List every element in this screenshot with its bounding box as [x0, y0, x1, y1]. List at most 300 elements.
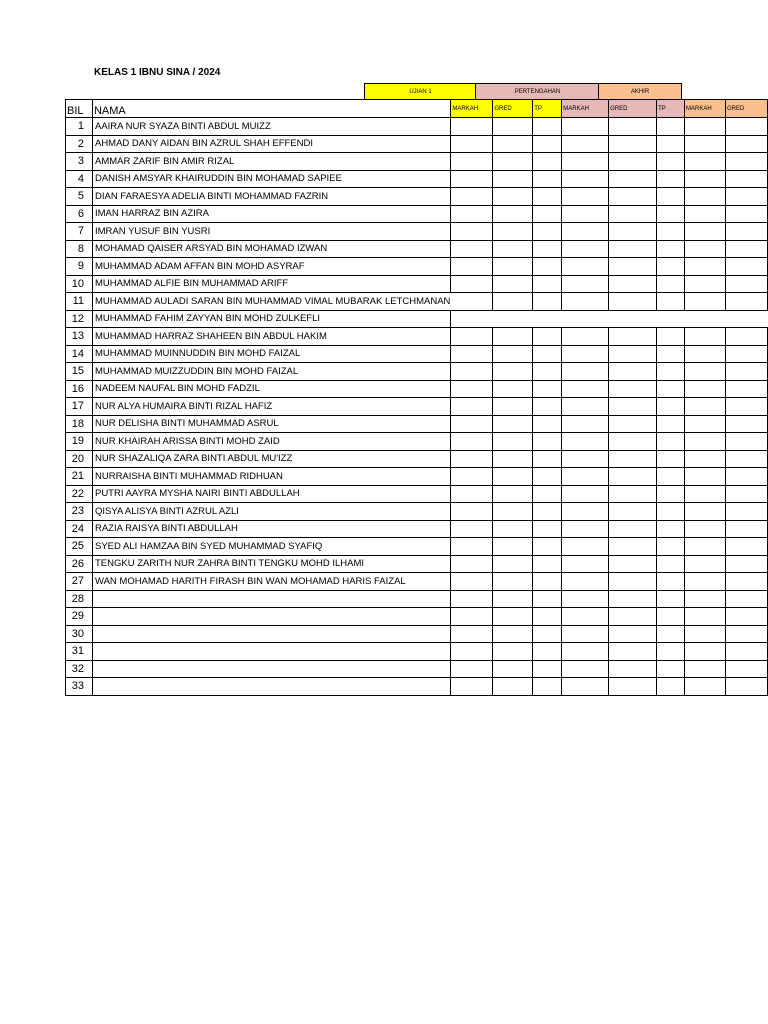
- pertengahan-tp-cell[interactable]: [657, 503, 685, 521]
- pertengahan-tp-cell[interactable]: [657, 520, 685, 538]
- pertengahan-markah-cell[interactable]: [562, 625, 609, 643]
- pertengahan-markah-cell[interactable]: [562, 153, 609, 171]
- bil-cell[interactable]: 13: [66, 328, 93, 346]
- ujian1-markah-cell[interactable]: [451, 660, 493, 678]
- ujian1-tp-cell[interactable]: [533, 188, 562, 206]
- nama-cell[interactable]: [92, 188, 450, 206]
- ujian1-markah-cell[interactable]: [451, 345, 493, 363]
- pertengahan-gred-cell[interactable]: [609, 258, 657, 276]
- pertengahan-tp-cell[interactable]: [657, 555, 685, 573]
- pertengahan-gred-cell[interactable]: [609, 398, 657, 416]
- pertengahan-tp-cell[interactable]: [657, 135, 685, 153]
- nama-cell[interactable]: [92, 170, 450, 188]
- akhir-markah-cell[interactable]: [685, 135, 726, 153]
- akhir-gred-cell[interactable]: [725, 118, 767, 136]
- ujian1-markah-cell[interactable]: [451, 135, 493, 153]
- pertengahan-markah-cell[interactable]: [562, 135, 609, 153]
- nama-cell[interactable]: [92, 275, 450, 293]
- ujian1-markah-cell[interactable]: [451, 293, 493, 311]
- ujian1-tp-cell[interactable]: [533, 450, 562, 468]
- pertengahan-tp-cell[interactable]: [657, 258, 685, 276]
- nama-cell[interactable]: [92, 660, 450, 678]
- header-pertengahan-gred[interactable]: GRED: [609, 100, 657, 118]
- nama-cell[interactable]: [92, 485, 450, 503]
- ujian1-gred-cell[interactable]: [493, 153, 533, 171]
- ujian1-tp-cell[interactable]: [533, 660, 562, 678]
- pertengahan-markah-cell[interactable]: [562, 660, 609, 678]
- pertengahan-gred-cell[interactable]: [609, 520, 657, 538]
- akhir-gred-cell[interactable]: [725, 328, 767, 346]
- pertengahan-markah-cell[interactable]: [562, 468, 609, 486]
- nama-cell[interactable]: [92, 310, 450, 328]
- pertengahan-markah-cell[interactable]: [562, 240, 609, 258]
- akhir-markah-cell[interactable]: [685, 328, 726, 346]
- pertengahan-tp-cell[interactable]: [657, 608, 685, 626]
- akhir-markah-cell[interactable]: [685, 205, 726, 223]
- bil-cell[interactable]: 3: [66, 153, 93, 171]
- nama-cell[interactable]: [92, 153, 450, 171]
- akhir-markah-cell[interactable]: [685, 678, 726, 696]
- ujian1-markah-cell[interactable]: [451, 555, 493, 573]
- nama-cell[interactable]: [92, 503, 450, 521]
- bil-cell[interactable]: 16: [66, 380, 93, 398]
- akhir-markah-cell[interactable]: [685, 118, 726, 136]
- bil-cell[interactable]: 18: [66, 415, 93, 433]
- pertengahan-markah-cell[interactable]: [562, 118, 609, 136]
- ujian1-gred-cell[interactable]: [493, 363, 533, 381]
- nama-cell[interactable]: [92, 240, 450, 258]
- akhir-gred-cell[interactable]: [725, 503, 767, 521]
- nama-cell[interactable]: [92, 625, 450, 643]
- ujian1-gred-cell[interactable]: [493, 608, 533, 626]
- pertengahan-markah-cell[interactable]: [562, 258, 609, 276]
- pertengahan-tp-cell[interactable]: [657, 118, 685, 136]
- ujian1-gred-cell[interactable]: [493, 573, 533, 591]
- ujian1-markah-cell[interactable]: [451, 205, 493, 223]
- nama-cell[interactable]: [92, 258, 450, 276]
- ujian1-tp-cell[interactable]: [533, 153, 562, 171]
- nama-cell[interactable]: [92, 293, 450, 311]
- bil-cell[interactable]: 21: [66, 468, 93, 486]
- akhir-gred-cell[interactable]: [725, 205, 767, 223]
- pertengahan-gred-cell[interactable]: [609, 538, 657, 556]
- akhir-markah-cell[interactable]: [685, 520, 726, 538]
- bil-cell[interactable]: 29: [66, 608, 93, 626]
- akhir-markah-cell[interactable]: [685, 573, 726, 591]
- pertengahan-gred-cell[interactable]: [609, 678, 657, 696]
- pertengahan-gred-cell[interactable]: [609, 135, 657, 153]
- ujian1-markah-cell[interactable]: [451, 258, 493, 276]
- akhir-gred-cell[interactable]: [725, 345, 767, 363]
- akhir-markah-cell[interactable]: [685, 223, 726, 241]
- bil-cell[interactable]: 15: [66, 363, 93, 381]
- pertengahan-tp-cell[interactable]: [657, 660, 685, 678]
- nama-cell[interactable]: [92, 678, 450, 696]
- ujian1-gred-cell[interactable]: [493, 538, 533, 556]
- group-header-akhir[interactable]: AKHIR: [598, 83, 682, 99]
- ujian1-markah-cell[interactable]: [451, 485, 493, 503]
- akhir-markah-cell[interactable]: [685, 380, 726, 398]
- ujian1-tp-cell[interactable]: [533, 608, 562, 626]
- ujian1-markah-cell[interactable]: [451, 450, 493, 468]
- ujian1-markah-cell[interactable]: [451, 153, 493, 171]
- pertengahan-tp-cell[interactable]: [657, 678, 685, 696]
- pertengahan-tp-cell[interactable]: [657, 415, 685, 433]
- pertengahan-gred-cell[interactable]: [609, 293, 657, 311]
- bil-cell[interactable]: 9: [66, 258, 93, 276]
- header-ujian1-gred[interactable]: GRED: [493, 100, 533, 118]
- nama-cell[interactable]: [92, 135, 450, 153]
- akhir-markah-cell[interactable]: [685, 450, 726, 468]
- ujian1-markah-cell[interactable]: [451, 170, 493, 188]
- pertengahan-tp-cell[interactable]: [657, 188, 685, 206]
- pertengahan-gred-cell[interactable]: [609, 275, 657, 293]
- akhir-markah-cell[interactable]: [685, 275, 726, 293]
- nama-cell[interactable]: [92, 608, 450, 626]
- akhir-gred-cell[interactable]: [725, 643, 767, 661]
- pertengahan-markah-cell[interactable]: [562, 345, 609, 363]
- akhir-markah-cell[interactable]: [685, 433, 726, 451]
- ujian1-tp-cell[interactable]: [533, 135, 562, 153]
- pertengahan-gred-cell[interactable]: [609, 468, 657, 486]
- pertengahan-tp-cell[interactable]: [657, 538, 685, 556]
- ujian1-gred-cell[interactable]: [493, 170, 533, 188]
- pertengahan-gred-cell[interactable]: [609, 188, 657, 206]
- akhir-gred-cell[interactable]: [725, 258, 767, 276]
- pertengahan-gred-cell[interactable]: [609, 170, 657, 188]
- nama-cell[interactable]: [92, 538, 450, 556]
- pertengahan-gred-cell[interactable]: [609, 223, 657, 241]
- pertengahan-tp-cell[interactable]: [657, 433, 685, 451]
- pertengahan-markah-cell[interactable]: [562, 380, 609, 398]
- akhir-markah-cell[interactable]: [685, 538, 726, 556]
- pertengahan-markah-cell[interactable]: [562, 275, 609, 293]
- pertengahan-tp-cell[interactable]: [657, 468, 685, 486]
- akhir-gred-cell[interactable]: [725, 485, 767, 503]
- ujian1-markah-cell[interactable]: [451, 538, 493, 556]
- akhir-markah-cell[interactable]: [685, 468, 726, 486]
- pertengahan-markah-cell[interactable]: [562, 590, 609, 608]
- ujian1-gred-cell[interactable]: [493, 223, 533, 241]
- ujian1-gred-cell[interactable]: [493, 240, 533, 258]
- ujian1-gred-cell[interactable]: [493, 398, 533, 416]
- pertengahan-markah-cell[interactable]: [562, 450, 609, 468]
- ujian1-markah-cell[interactable]: [451, 310, 493, 328]
- ujian1-gred-cell[interactable]: [493, 275, 533, 293]
- akhir-gred-cell[interactable]: [725, 153, 767, 171]
- pertengahan-gred-cell[interactable]: [609, 573, 657, 591]
- ujian1-gred-cell[interactable]: [493, 188, 533, 206]
- header-akhir-gred[interactable]: GRED: [725, 100, 767, 118]
- pertengahan-markah-cell[interactable]: [562, 538, 609, 556]
- nama-cell[interactable]: [92, 118, 450, 136]
- ujian1-tp-cell[interactable]: [533, 310, 562, 328]
- pertengahan-gred-cell[interactable]: [609, 345, 657, 363]
- bil-cell[interactable]: 19: [66, 433, 93, 451]
- pertengahan-markah-cell[interactable]: [562, 573, 609, 591]
- pertengahan-markah-cell[interactable]: [562, 608, 609, 626]
- ujian1-gred-cell[interactable]: [493, 118, 533, 136]
- ujian1-tp-cell[interactable]: [533, 415, 562, 433]
- pertengahan-markah-cell[interactable]: [562, 643, 609, 661]
- nama-cell[interactable]: [92, 468, 450, 486]
- ujian1-gred-cell[interactable]: [493, 310, 533, 328]
- ujian1-gred-cell[interactable]: [493, 345, 533, 363]
- nama-cell[interactable]: [92, 380, 450, 398]
- ujian1-tp-cell[interactable]: [533, 240, 562, 258]
- nama-cell[interactable]: [92, 415, 450, 433]
- pertengahan-markah-cell[interactable]: [562, 310, 609, 328]
- pertengahan-tp-cell[interactable]: [657, 170, 685, 188]
- header-nama[interactable]: NAMA: [92, 100, 450, 118]
- ujian1-tp-cell[interactable]: [533, 625, 562, 643]
- pertengahan-tp-cell[interactable]: [657, 625, 685, 643]
- akhir-markah-cell[interactable]: [685, 590, 726, 608]
- pertengahan-markah-cell[interactable]: [562, 520, 609, 538]
- ujian1-markah-cell[interactable]: [451, 118, 493, 136]
- akhir-gred-cell[interactable]: [725, 188, 767, 206]
- ujian1-gred-cell[interactable]: [493, 678, 533, 696]
- nama-cell[interactable]: [92, 450, 450, 468]
- ujian1-markah-cell[interactable]: [451, 520, 493, 538]
- pertengahan-tp-cell[interactable]: [657, 590, 685, 608]
- header-ujian1-markah[interactable]: MARKAH: [451, 100, 493, 118]
- ujian1-markah-cell[interactable]: [451, 415, 493, 433]
- pertengahan-gred-cell[interactable]: [609, 118, 657, 136]
- akhir-markah-cell[interactable]: [685, 398, 726, 416]
- pertengahan-tp-cell[interactable]: [657, 275, 685, 293]
- pertengahan-markah-cell[interactable]: [562, 363, 609, 381]
- pertengahan-markah-cell[interactable]: [562, 503, 609, 521]
- akhir-gred-cell[interactable]: [725, 293, 767, 311]
- pertengahan-tp-cell[interactable]: [657, 293, 685, 311]
- ujian1-markah-cell[interactable]: [451, 590, 493, 608]
- pertengahan-gred-cell[interactable]: [609, 643, 657, 661]
- nama-cell[interactable]: [92, 363, 450, 381]
- akhir-gred-cell[interactable]: [725, 538, 767, 556]
- ujian1-tp-cell[interactable]: [533, 503, 562, 521]
- pertengahan-gred-cell[interactable]: [609, 660, 657, 678]
- nama-cell[interactable]: [92, 573, 450, 591]
- ujian1-gred-cell[interactable]: [493, 590, 533, 608]
- pertengahan-tp-cell[interactable]: [657, 485, 685, 503]
- ujian1-markah-cell[interactable]: [451, 275, 493, 293]
- pertengahan-gred-cell[interactable]: [609, 450, 657, 468]
- akhir-gred-cell[interactable]: [725, 240, 767, 258]
- ujian1-tp-cell[interactable]: [533, 118, 562, 136]
- akhir-gred-cell[interactable]: [725, 380, 767, 398]
- pertengahan-tp-cell[interactable]: [657, 328, 685, 346]
- ujian1-tp-cell[interactable]: [533, 398, 562, 416]
- ujian1-tp-cell[interactable]: [533, 678, 562, 696]
- akhir-gred-cell[interactable]: [725, 520, 767, 538]
- akhir-gred-cell[interactable]: [725, 590, 767, 608]
- pertengahan-tp-cell[interactable]: [657, 363, 685, 381]
- ujian1-gred-cell[interactable]: [493, 415, 533, 433]
- pertengahan-gred-cell[interactable]: [609, 433, 657, 451]
- ujian1-gred-cell[interactable]: [493, 660, 533, 678]
- ujian1-gred-cell[interactable]: [493, 520, 533, 538]
- ujian1-markah-cell[interactable]: [451, 328, 493, 346]
- ujian1-gred-cell[interactable]: [493, 433, 533, 451]
- pertengahan-gred-cell[interactable]: [609, 608, 657, 626]
- bil-cell[interactable]: 22: [66, 485, 93, 503]
- bil-cell[interactable]: 26: [66, 555, 93, 573]
- nama-cell[interactable]: [92, 223, 450, 241]
- ujian1-gred-cell[interactable]: [493, 643, 533, 661]
- pertengahan-markah-cell[interactable]: [562, 555, 609, 573]
- ujian1-markah-cell[interactable]: [451, 398, 493, 416]
- akhir-markah-cell[interactable]: [685, 485, 726, 503]
- akhir-markah-cell[interactable]: [685, 660, 726, 678]
- pertengahan-markah-cell[interactable]: [562, 170, 609, 188]
- pertengahan-markah-cell[interactable]: [562, 223, 609, 241]
- akhir-markah-cell[interactable]: [685, 188, 726, 206]
- akhir-gred-cell[interactable]: [725, 625, 767, 643]
- bil-cell[interactable]: 8: [66, 240, 93, 258]
- nama-cell[interactable]: [92, 643, 450, 661]
- group-header-pertengahan[interactable]: PERTENGAHAN: [475, 83, 599, 99]
- ujian1-markah-cell[interactable]: [451, 223, 493, 241]
- pertengahan-tp-cell[interactable]: [657, 450, 685, 468]
- pertengahan-gred-cell[interactable]: [609, 153, 657, 171]
- akhir-gred-cell[interactable]: [725, 468, 767, 486]
- bil-cell[interactable]: 6: [66, 205, 93, 223]
- ujian1-markah-cell[interactable]: [451, 240, 493, 258]
- ujian1-tp-cell[interactable]: [533, 258, 562, 276]
- ujian1-tp-cell[interactable]: [533, 485, 562, 503]
- pertengahan-tp-cell[interactable]: [657, 345, 685, 363]
- ujian1-gred-cell[interactable]: [493, 293, 533, 311]
- ujian1-tp-cell[interactable]: [533, 573, 562, 591]
- pertengahan-tp-cell[interactable]: [657, 205, 685, 223]
- ujian1-tp-cell[interactable]: [533, 468, 562, 486]
- header-ujian1-tp[interactable]: TP: [533, 100, 562, 118]
- pertengahan-gred-cell[interactable]: [609, 240, 657, 258]
- akhir-gred-cell[interactable]: [725, 573, 767, 591]
- ujian1-gred-cell[interactable]: [493, 555, 533, 573]
- bil-cell[interactable]: 25: [66, 538, 93, 556]
- ujian1-tp-cell[interactable]: [533, 205, 562, 223]
- group-header-ujian1[interactable]: UJIAN 1: [364, 83, 476, 99]
- pertengahan-tp-cell[interactable]: [657, 643, 685, 661]
- nama-cell[interactable]: [92, 555, 450, 573]
- bil-cell[interactable]: 31: [66, 643, 93, 661]
- bil-cell[interactable]: 1: [66, 118, 93, 136]
- pertengahan-markah-cell[interactable]: [562, 293, 609, 311]
- header-pertengahan-markah[interactable]: MARKAH: [562, 100, 609, 118]
- pertengahan-gred-cell[interactable]: [609, 328, 657, 346]
- pertengahan-tp-cell[interactable]: [657, 153, 685, 171]
- akhir-markah-cell[interactable]: [685, 258, 726, 276]
- ujian1-tp-cell[interactable]: [533, 555, 562, 573]
- akhir-gred-cell[interactable]: [725, 415, 767, 433]
- ujian1-markah-cell[interactable]: [451, 188, 493, 206]
- akhir-markah-cell[interactable]: [685, 310, 726, 328]
- akhir-gred-cell[interactable]: [725, 398, 767, 416]
- akhir-gred-cell[interactable]: [725, 555, 767, 573]
- ujian1-gred-cell[interactable]: [493, 468, 533, 486]
- akhir-gred-cell[interactable]: [725, 433, 767, 451]
- bil-cell[interactable]: 30: [66, 625, 93, 643]
- ujian1-gred-cell[interactable]: [493, 328, 533, 346]
- ujian1-markah-cell[interactable]: [451, 363, 493, 381]
- ujian1-markah-cell[interactable]: [451, 643, 493, 661]
- ujian1-gred-cell[interactable]: [493, 485, 533, 503]
- pertengahan-markah-cell[interactable]: [562, 205, 609, 223]
- ujian1-markah-cell[interactable]: [451, 625, 493, 643]
- pertengahan-tp-cell[interactable]: [657, 573, 685, 591]
- bil-cell[interactable]: 20: [66, 450, 93, 468]
- pertengahan-gred-cell[interactable]: [609, 310, 657, 328]
- akhir-gred-cell[interactable]: [725, 275, 767, 293]
- akhir-markah-cell[interactable]: [685, 293, 726, 311]
- bil-cell[interactable]: 17: [66, 398, 93, 416]
- header-bil[interactable]: BIL: [66, 100, 93, 118]
- ujian1-gred-cell[interactable]: [493, 205, 533, 223]
- akhir-gred-cell[interactable]: [725, 678, 767, 696]
- bil-cell[interactable]: 10: [66, 275, 93, 293]
- ujian1-tp-cell[interactable]: [533, 538, 562, 556]
- akhir-gred-cell[interactable]: [725, 450, 767, 468]
- akhir-gred-cell[interactable]: [725, 310, 767, 328]
- pertengahan-gred-cell[interactable]: [609, 590, 657, 608]
- ujian1-markah-cell[interactable]: [451, 380, 493, 398]
- ujian1-markah-cell[interactable]: [451, 608, 493, 626]
- bil-cell[interactable]: 23: [66, 503, 93, 521]
- header-pertengahan-tp[interactable]: TP: [657, 100, 685, 118]
- ujian1-markah-cell[interactable]: [451, 573, 493, 591]
- akhir-markah-cell[interactable]: [685, 625, 726, 643]
- nama-cell[interactable]: [92, 398, 450, 416]
- ujian1-tp-cell[interactable]: [533, 345, 562, 363]
- ujian1-markah-cell[interactable]: [451, 678, 493, 696]
- nama-cell[interactable]: [92, 433, 450, 451]
- pertengahan-gred-cell[interactable]: [609, 205, 657, 223]
- pertengahan-gred-cell[interactable]: [609, 555, 657, 573]
- pertengahan-tp-cell[interactable]: [657, 380, 685, 398]
- ujian1-gred-cell[interactable]: [493, 258, 533, 276]
- pertengahan-markah-cell[interactable]: [562, 328, 609, 346]
- pertengahan-gred-cell[interactable]: [609, 380, 657, 398]
- akhir-gred-cell[interactable]: [725, 135, 767, 153]
- nama-cell[interactable]: [92, 520, 450, 538]
- akhir-markah-cell[interactable]: [685, 608, 726, 626]
- pertengahan-gred-cell[interactable]: [609, 625, 657, 643]
- akhir-markah-cell[interactable]: [685, 503, 726, 521]
- ujian1-tp-cell[interactable]: [533, 380, 562, 398]
- pertengahan-tp-cell[interactable]: [657, 240, 685, 258]
- pertengahan-tp-cell[interactable]: [657, 398, 685, 416]
- akhir-markah-cell[interactable]: [685, 153, 726, 171]
- pertengahan-markah-cell[interactable]: [562, 433, 609, 451]
- akhir-markah-cell[interactable]: [685, 643, 726, 661]
- ujian1-tp-cell[interactable]: [533, 590, 562, 608]
- bil-cell[interactable]: 5: [66, 188, 93, 206]
- bil-cell[interactable]: 12: [66, 310, 93, 328]
- akhir-markah-cell[interactable]: [685, 363, 726, 381]
- pertengahan-markah-cell[interactable]: [562, 485, 609, 503]
- bil-cell[interactable]: 33: [66, 678, 93, 696]
- bil-cell[interactable]: 27: [66, 573, 93, 591]
- bil-cell[interactable]: 14: [66, 345, 93, 363]
- nama-cell[interactable]: [92, 590, 450, 608]
- ujian1-gred-cell[interactable]: [493, 135, 533, 153]
- bil-cell[interactable]: 4: [66, 170, 93, 188]
- ujian1-tp-cell[interactable]: [533, 170, 562, 188]
- pertengahan-gred-cell[interactable]: [609, 503, 657, 521]
- ujian1-tp-cell[interactable]: [533, 223, 562, 241]
